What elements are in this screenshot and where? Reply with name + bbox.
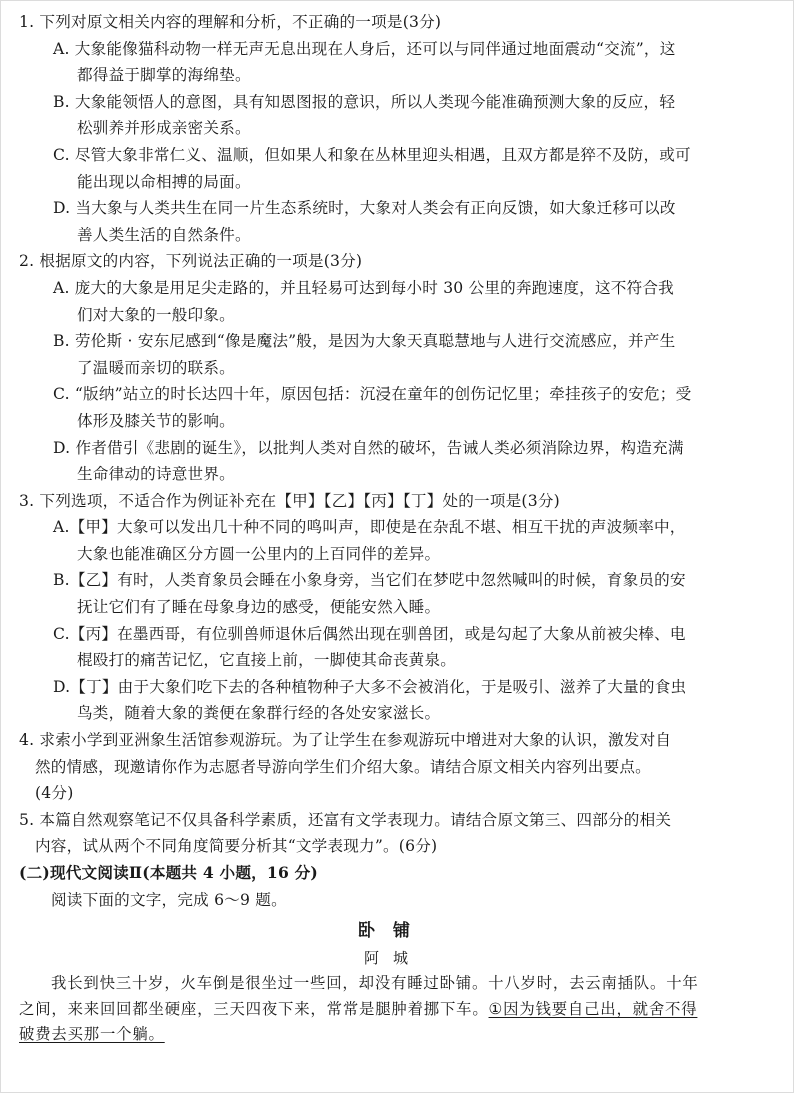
- question-1-stem: 1. 下列对原文相关内容的理解和分析，不正确的一项是(3分): [19, 13, 442, 31]
- passage-line-1: 我长到快三十岁，火车倒是很坐过一些回，却没有睡过卧铺。十八岁时，去云南插队。十年: [51, 974, 699, 993]
- question-3-option-d[interactable]: [19, 674, 767, 727]
- option-line: C. “版纳”站立的时长达四十年，原因包括：沉浸在童年的创伤记忆里；牵挂孩子的安危；受: [53, 385, 692, 404]
- question-2-option-a[interactable]: [19, 275, 767, 328]
- option-line: B.【乙】有时，人类育象员会睡在小象身旁，当它们在梦呓中忽然喊叫的时候，育象员的安: [53, 571, 686, 590]
- question-4-line-1: 4. 求索小学到亚洲象生活馆参观游玩。为了让学生在参观游玩中增进对大象的认识，激发对自: [19, 731, 672, 750]
- question-1-option-d[interactable]: [19, 195, 767, 248]
- question-4-score: (4分): [35, 784, 74, 803]
- question-4: [19, 727, 767, 807]
- question-3-option-b[interactable]: [19, 567, 767, 620]
- option-line: B. 劳伦斯 · 安东尼感到“像是魔法”般，是因为大象天真聪慧地与人进行交流感应，并产生: [53, 332, 676, 351]
- question-2-stem: 2. 根据原文的内容，下列说法正确的一项是(3分): [19, 252, 363, 271]
- option-line: 松驯养并形成亲密关系。: [77, 119, 251, 138]
- question-1-option-c[interactable]: [19, 142, 767, 195]
- passage-author: 阿城: [363, 949, 422, 968]
- option-line: D.【丁】由于大象们吃下去的各种植物种子大多不会被消化，于是吸引、滋养了大量的食虫: [53, 677, 687, 696]
- question-3-stem: 3. 下列选项，不适合作为例证补充在【甲】【乙】【丙】【丁】处的一项是(3分): [19, 491, 560, 510]
- passage-line-3: [19, 1022, 767, 1048]
- option-line: D. 作者借引《悲剧的诞生》，以批判人类对自然的破坏，告诫人类必须消除边界，构造充满: [53, 438, 684, 457]
- question-2-option-d[interactable]: [19, 435, 767, 488]
- option-line: 体形及膝关节的影响。: [77, 411, 235, 430]
- question-2: [19, 248, 767, 487]
- question-3: [19, 488, 767, 727]
- passage-paragraph: [19, 971, 767, 1048]
- question-1: [19, 9, 767, 248]
- question-2-option-b[interactable]: [19, 328, 767, 381]
- question-1-option-a[interactable]: [19, 36, 767, 89]
- passage-title: 卧铺: [358, 921, 428, 942]
- option-line: 能出现以命相搏的局面。: [77, 172, 251, 191]
- option-line: 生命律动的诗意世界。: [77, 465, 235, 484]
- option-line: A. 庞大的大象是用足尖走路的，并且轻易可达到每小时 30 公里的奔跑速度，这不符合我: [53, 278, 674, 297]
- option-line: C. 尽管大象非常仁义、温顺，但如果人和象在丛林里迎头相遇，且双方都是猝不及防，或可: [53, 145, 691, 164]
- option-line: 了温暖而亲切的联系。: [77, 358, 235, 377]
- option-line: C.【丙】在墨西哥，有位驯兽师退休后偶然出现在驯兽团，或是勾起了大象从前被尖棒、电: [53, 624, 686, 643]
- option-line: 棍殴打的痛苦记忆，它直接上前，一脚使其命丧黄泉。: [77, 651, 457, 670]
- option-line: A. 大象能像猫科动物一样无声无息出现在人身后，还可以与同伴通过地面震动“交流”，这: [53, 39, 676, 58]
- option-line: A.【甲】大象可以发出几十种不同的鸣叫声，即使是在杂乱不堪、相互干扰的声波频率中，: [53, 518, 686, 537]
- option-line: 善人类生活的自然条件。: [77, 225, 251, 244]
- section-2-lead: 阅读下面的文字，完成 6～9 题。: [51, 890, 287, 909]
- option-line: 鸟类，随着大象的粪便在象群行经的各处安家滋长。: [77, 704, 441, 723]
- option-line: 大象也能准确区分方圆一公里内的上百同伴的差异。: [77, 544, 441, 563]
- option-line: 都得益于脚掌的海绵垫。: [77, 66, 251, 85]
- question-2-option-c[interactable]: [19, 381, 767, 434]
- question-1-option-b[interactable]: [19, 89, 767, 142]
- option-line: 抚让它们有了睡在母象身边的感受，便能安然入睡。: [77, 598, 441, 617]
- question-3-option-a[interactable]: [19, 514, 767, 567]
- question-3-option-c[interactable]: [19, 621, 767, 674]
- question-5-line-2: 内容，试从两个不同角度简要分析其“文学表现力”。(6分): [35, 837, 438, 856]
- option-line: B. 大象能领悟人的意图，具有知恩图报的意识，所以人类现今能准确预测大象的反应，轻: [53, 92, 676, 111]
- section-2-heading: (二)现代文阅读Ⅱ(本题共 4 小题，16 分): [19, 863, 319, 882]
- passage-line-2-text: 之间，来来回回都坐硬座，三天四夜下来，常常是腿肿着挪下车。: [19, 999, 489, 1018]
- passage-line-2: [19, 997, 767, 1023]
- option-line: D. 当大象与人类共生在同一片生态系统时，大象对人类会有正向反馈，如大象迁移可以改: [53, 199, 676, 218]
- underlined-sentence-1-cont: 破费去买那一个躺。: [19, 1025, 165, 1044]
- section-2: [19, 860, 767, 1048]
- underlined-sentence-1: ①因为钱要自己出，就舍不得: [488, 999, 698, 1018]
- question-5-line-1: 5. 本篇自然观察笔记不仅具备科学素质，还富有文学表现力。请结合原文第三、四部分的相关: [19, 810, 672, 829]
- question-5: [19, 807, 767, 860]
- question-4-line-2: 然的情感，现邀请你作为志愿者导游向学生们介绍大象。请结合原文相关内容列出要点。: [35, 757, 651, 776]
- option-line: 们对大象的一般印象。: [77, 305, 235, 324]
